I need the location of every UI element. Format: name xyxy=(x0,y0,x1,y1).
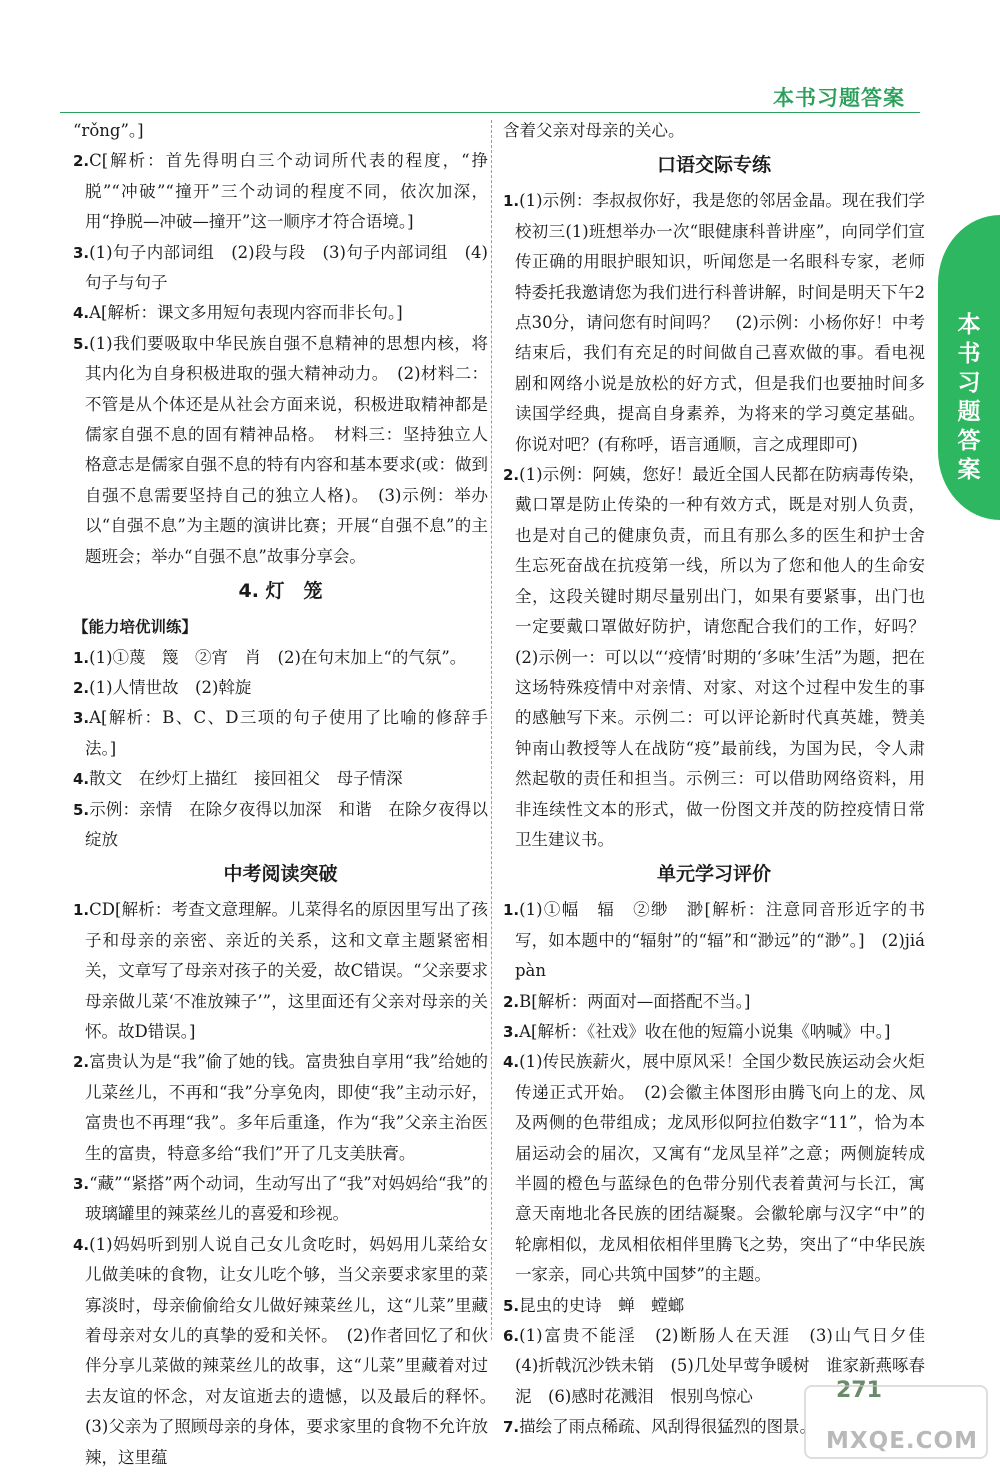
answer-number: 4. xyxy=(503,1053,520,1072)
answer-number: 5. xyxy=(503,1296,520,1315)
answer-number: 3. xyxy=(73,1175,90,1193)
answer-number: 5. xyxy=(73,334,90,353)
answer-text: C[解析：首先得明白三个动词所代表的程度，“挣脱”“冲破”“撞开”三个动词的程度不同，依次加深，用“挣脱—冲破—撞开”这一顺序才符合语境。] xyxy=(85,151,488,232)
answer-continuation: 含着父亲对母亲的关心。 xyxy=(503,121,685,140)
answer-continuation: “rǒng”。] xyxy=(73,121,144,140)
answer-item xyxy=(73,895,488,1047)
answer-text: B[解析：两面对—面搭配不当。] xyxy=(519,991,751,1011)
answer-item xyxy=(73,1169,488,1230)
answer-text: (1)示例：李叔叔你好，我是您的邻居金晶。现在我们学校初三(1)班想举办一次“眼健康科普讲座”，向同学们宣传正确的用眼护眼知识，听闻您是一名眼科专家，老师特委托我邀请您为我们进行科普讲解，时间是明天下午2点30分，请问您有时间吗？ (2)示例：小杨你好！中考结束后，我们有充足的时间做自己喜欢做的事。看电视剧和网络小说是放松的好方式，但是我们也要抽时间多读国学经典，提高自身素养，为将来的学习奠定基础。你说对吧？(有称呼，语言通顺，言之成理即可) xyxy=(515,191,925,454)
side-tab-label: 本书习题答案 xyxy=(957,311,981,483)
answer-item xyxy=(503,895,925,986)
answer-number: 4. xyxy=(73,770,90,789)
answer-number: 2. xyxy=(503,992,520,1011)
answer-text: (1)①幅 辐 ②缈 渺[解析：注意同音形近字的书写，如本题中的“辐射”的“辐”和“渺远”的“渺”。] (2)jiá pàn xyxy=(515,900,925,981)
answer-item xyxy=(73,673,488,703)
answer-item xyxy=(73,238,488,299)
answer-number: 6. xyxy=(503,1327,520,1346)
answer-number: 5. xyxy=(73,800,90,819)
answer-number: 3. xyxy=(73,243,90,262)
left-column xyxy=(73,116,505,1473)
answer-item xyxy=(503,1291,925,1321)
answer-number: 2. xyxy=(73,1053,90,1072)
answer-number: 2. xyxy=(73,678,90,697)
answer-text: 描绘了雨点稀疏、风刮得很猛烈的图景。 xyxy=(519,1417,817,1437)
answer-text: 散文 在纱灯上描红 接回祖父 母子情深 xyxy=(89,769,403,789)
answer-number: 3. xyxy=(73,709,90,728)
answer-text: (1)富贵不能淫 (2)断肠人在天涯 (3)山气日夕佳 (4)折戟沉沙铁未销 (5)几处早莺争暖树 谁家新燕啄春泥 (6)感时花溅泪 恨别鸟惊心 xyxy=(515,1326,942,1406)
answer-text: (1)示例：阿姨，您好！最近全国人民都在防病毒传染，戴口罩是防止传染的一种有效方式，既是对别人负责，也是对自己的健康负责，而且有那么多的医生和护士舍生忘死奋战在抗疫第一线，所以为了您和他人的生命安全，这段关键时期尽量别出门，如果有要紧事，出门也一定要戴口罩做好防护，请您配合我们的工作，好吗？ (2)示例一：可以以“‘疫情’时期的‘多味’生活”为题，把在这场特殊疫情中对亲情、对家、对这个过程中发生的事的感触写下来。示例二：可以评论新时代真英雄，赞美钟南山教授等人在战防“疫”最前线，为国为民，令人肃然起敬的责任和担当。示例三：可以借助网络资料，用非连续性文本的形式，做一份图文并茂的防控疫情日常卫生建议书。 xyxy=(515,465,942,849)
answer-text: (1)我们要吸取中华民族自强不息精神的思想内核，将其内化为自身积极进取的强大精神动力。 (2)材料二：不管是从个体还是从社会方面来说，积极进取精神都是儒家自强不息的固有精神品格。 材料三：坚持独立人格意志是儒家自强不息的特有内容和基本要求(或：做到自强不息需要坚持自己的独立人格)。 (3)示例：举办以“自强不息”为主题的演讲比赛；开展“自强不息”的主题班会；举办“自强不息”故事分享会。 xyxy=(85,333,488,566)
answer-number: 1. xyxy=(73,901,90,920)
answer-text: (1)人情世故 (2)斡旋 xyxy=(89,677,252,697)
answer-text: “藏”“紧搭”两个动词，生动写出了“我”对妈妈给“我”的玻璃罐里的辣菜丝儿的喜爱和珍视。 xyxy=(85,1174,488,1224)
answer-item xyxy=(73,703,488,764)
answer-text: (1)①蔑 篾 ②宵 肖 (2)在句末加上“的气氛”。 xyxy=(89,647,467,667)
answer-item xyxy=(73,795,488,856)
answer-item xyxy=(73,329,488,572)
answer-number: 1. xyxy=(503,901,520,920)
answer-text: 昆虫的史诗 蝉 螳螂 xyxy=(519,1295,685,1315)
answer-item xyxy=(73,643,488,673)
answer-number: 4. xyxy=(73,1235,90,1254)
answer-text: (1)妈妈听到别人说自己女儿贪吃时，妈妈用儿菜给女儿做美味的食物，让女儿吃个够，当父亲要求家里的菜寡淡时，母亲偷偷给女儿做好辣菜丝儿，这“儿菜”里藏着母亲对女儿的真挚的爱和关怀。 (2)作者回忆了和伙伴分享儿菜做的辣菜丝儿的故事，这“儿菜”里藏着对过去友谊的怀念，对友谊逝去的遗憾，以及最后的释怀。 (3)父亲为了照顾母亲的身体，要求家里的食物不允许放辣，这里蕴 xyxy=(85,1234,505,1467)
answer-item xyxy=(503,987,925,1017)
section-heading: 4. 灯 笼 xyxy=(238,580,323,603)
right-column xyxy=(503,116,942,1443)
section-heading: 中考阅读突破 xyxy=(223,863,338,886)
answer-item xyxy=(73,298,488,328)
column-divider xyxy=(491,120,492,1340)
answer-item xyxy=(73,1230,505,1473)
answer-item xyxy=(503,1047,925,1290)
answer-number: 4. xyxy=(73,304,90,323)
page-number: 271 xyxy=(836,1378,882,1403)
answer-text: 示例：亲情 在除夕夜得以加深 和谐 在除夕夜得以绽放 xyxy=(85,799,488,849)
answer-number: 7. xyxy=(503,1418,520,1437)
answer-text: 富贵认为是“我”偷了她的钱。富贵独自享用“我”给她的儿菜丝儿，不再和“我”分享免肉，即使“我”主动示好，富贵也不再理“我”。多年后重逢，作为“我”父亲主治医生的富贵，特意多给“我们”开了几支美肤膏。 xyxy=(85,1052,488,1163)
answer-number: 1. xyxy=(503,192,520,211)
answer-number: 2. xyxy=(503,466,520,485)
answer-text: A[解析：课文多用短句表现内容而非长句。] xyxy=(89,303,403,323)
answer-text: A[解析：B、C、D三项的句子使用了比喻的修辞手法。] xyxy=(85,708,488,758)
answer-item xyxy=(73,764,488,794)
answer-item xyxy=(503,1017,925,1047)
answer-item xyxy=(73,1047,488,1169)
answer-number: 3. xyxy=(503,1022,520,1041)
answer-item xyxy=(73,146,488,237)
answer-number: 1. xyxy=(73,648,90,667)
subsection-label: 【能力培优训练】 xyxy=(73,618,198,637)
answer-text: (1)句子内部词组 (2)段与段 (3)句子内部词组 (4)句子与句子 xyxy=(85,242,488,293)
answer-text: CD[解析：考查文意理解。儿菜得名的原因里写出了孩子和母亲的亲密、亲近的关系，这和文章主题紧密相关，文章写了母亲对孩子的关爱，故C错误。“父亲要求母亲做儿菜‘不准放辣子’”，这里面还有父亲对母亲的关怀。故D错误。] xyxy=(85,900,488,1041)
answer-text: A[解析：《社戏》收在他的短篇小说集《呐喊》中。] xyxy=(519,1021,891,1041)
section-heading: 口语交际专练 xyxy=(656,154,771,177)
answer-text: (1)传民族薪火，展中原风采！全国少数民族运动会火炬传递正式开始。 (2)会徽主体图形由腾飞向上的龙、凤及两侧的色带组成；龙凤形似阿拉伯数字“11”，恰为本届运动会的届次，又寓有“龙凤呈祥”之意；两侧旋转成半圆的橙色与蓝绿色的色带分别代表着黄河与长江，寓意天南地北各民族的团结凝聚。会徽轮廓与汉字“中”的轮廓相似，龙凤相依相伴里腾飞之势，突出了“中华民族一家亲，同心共筑中国梦”的主题。 xyxy=(515,1052,925,1285)
watermark-text: MXQE.COM xyxy=(826,1428,978,1454)
header-rule xyxy=(60,112,920,113)
header-title: 本书习题答案 xyxy=(773,85,905,110)
answer-item xyxy=(503,186,925,460)
section-heading: 单元学习评价 xyxy=(656,863,771,886)
answer-item xyxy=(503,460,942,855)
answer-number: 2. xyxy=(73,152,90,171)
